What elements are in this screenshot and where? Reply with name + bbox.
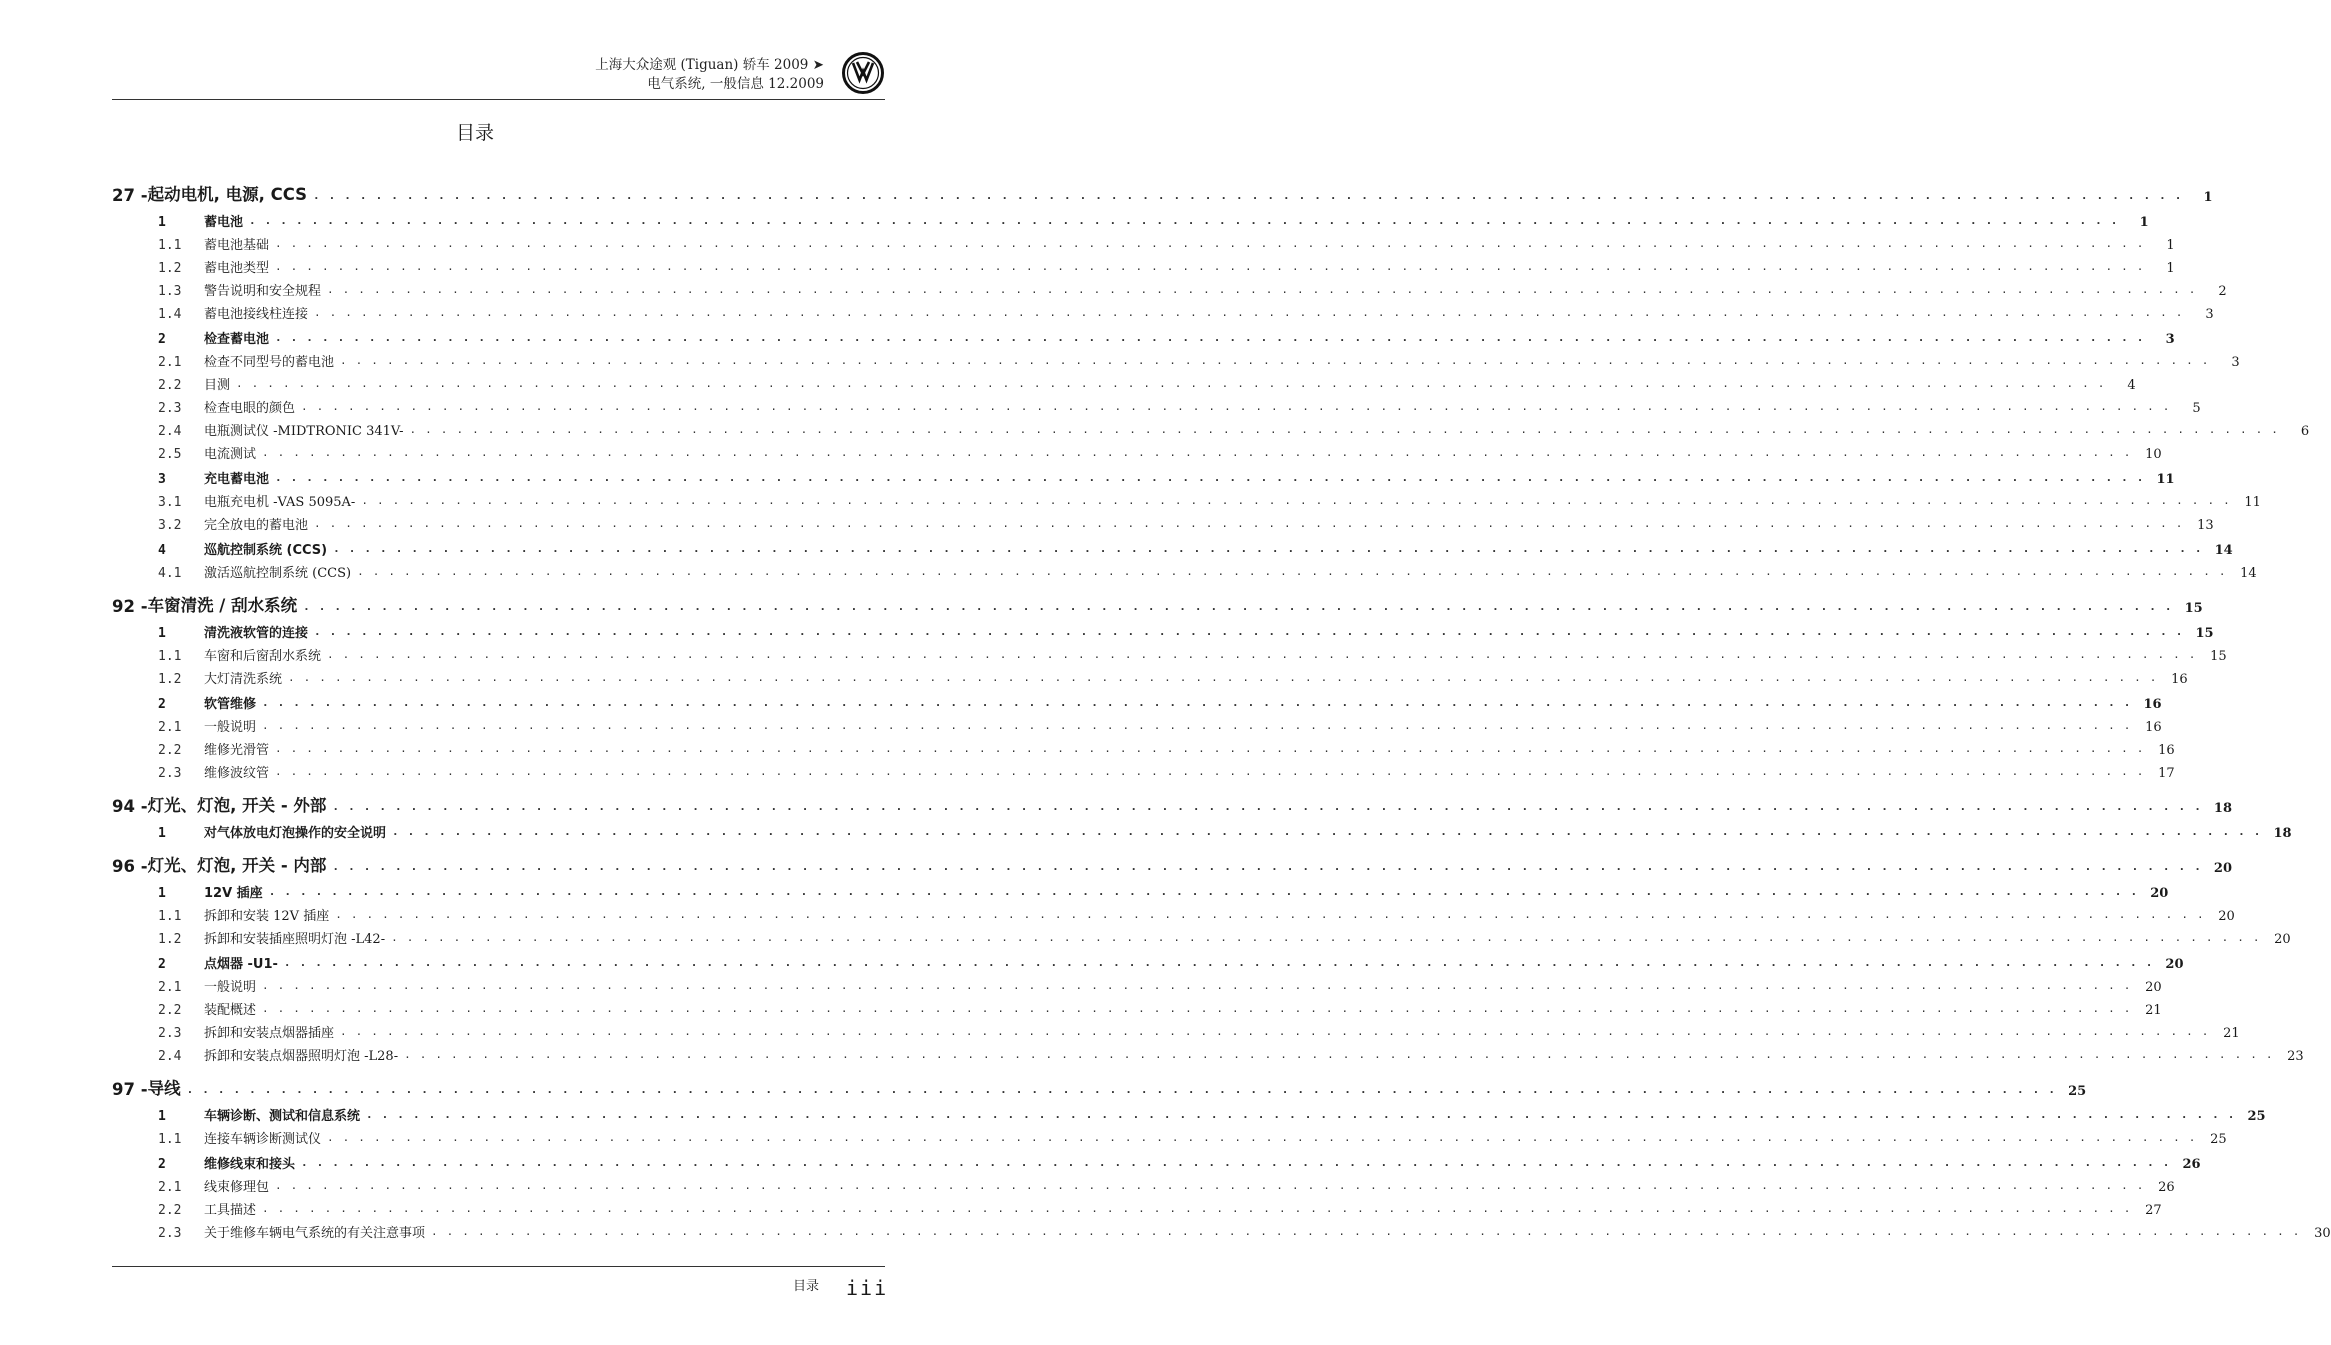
toc-entry-page: 1 (2166, 261, 2175, 276)
toc-entry-number: 92 - (112, 597, 148, 616)
toc-entry-title: 蓄电池 (204, 215, 244, 230)
toc-entry-title: 拆卸和安装 12V 插座 (204, 909, 330, 924)
toc-entry-number: 1 (158, 626, 166, 641)
toc-dot-leader: . . . . . . . . . . . . . . . . . . . . . . . . . . . . . . . . . . . . . . . . . . . . . . . . . . . . . . . . . . . . . . . . . . . . . . . . . . . . . . . . . . . . . . . . . . . . . . . . . . . . . . . . . . . . . . . . . . . . . . . . (314, 625, 2184, 638)
toc-dot-leader: . . . . . . . . . . . . . . . . . . . . . . . . . . . . . . . . . . . . . . . . . . . . . . . . . . . . . . . . . . . . . . . . . . . . . . . . . . . . . . . . . . . . . . . . . . . . . . . . . . . . . . . . . . . . . . . . . . . . . . . . (327, 648, 2197, 661)
toc-dot-leader: . . . . . . . . . . . . . . . . . . . . . . . . . . . . . . . . . . . . . . . . . . . . . . . . . . . . . . . . . . . . . . . . . . . . . . . . . . . . . . . . . . . . . . . . . . . . . . . . . . . . . . . . . . . . . . . . . . . . . . . . (332, 800, 2203, 813)
toc-entry-page: 26 (2158, 1180, 2175, 1195)
header-divider (112, 99, 885, 100)
toc-entry-page: 13 (2197, 518, 2214, 533)
toc-entry-number: 1.4 (158, 307, 182, 322)
toc-entry-number: 97 - (112, 1080, 148, 1099)
toc-subsection-entry[interactable] (112, 1018, 2240, 1041)
toc-dot-leader: . . . . . . . . . . . . . . . . . . . . . . . . . . . . . . . . . . . . . . . . . . . . . . . . . . . . . . . . . . . . . . . . . . . . . . . . . . . . . . . . . . . . . . . . . . . . . . . . . . . . . . . . . . . . . . . . . . . . . . . . (262, 446, 2132, 459)
toc-chapter-entry[interactable] (112, 583, 2203, 616)
toc-entry-number: 2.1 (158, 720, 182, 735)
toc-entry-number: 27 - (112, 186, 148, 205)
toc-entry-page: 23 (2287, 1049, 2304, 1064)
toc-dot-leader: . . . . . . . . . . . . . . . . . . . . . . . . . . . . . . . . . . . . . . . . . . . . . . . . . . . . . . . . . . . . . . . . . . . . . . . . . . . . . . . . . . . . . . . . . . . . . . . . . . . . . . . . . . . . . . . . . . . . . . . . (262, 1202, 2132, 1215)
toc-entry-number: 2.1 (158, 980, 182, 995)
toc-dot-leader: . . . . . . . . . . . . . . . . . . . . . . . . . . . . . . . . . . . . . . . . . . . . . . . . . . . . . . . . . . . . . . . . . . . . . . . . . . . . . . . . . . . . . . . . . . . . . . . . . . . . . . . . . . . . . . . . . . . . . . . . (431, 1225, 2301, 1238)
toc-entry-page: 1 (2166, 238, 2175, 253)
toc-entry-title: 车辆诊断、测试和信息系统 (204, 1109, 361, 1124)
toc-entry-title: 灯光、灯泡, 开关 - 外部 (147, 796, 327, 815)
toc-entry-page: 14 (2240, 566, 2257, 581)
toc-subsection-entry[interactable] (112, 641, 2227, 664)
toc-entry-title: 装配概述 (204, 1003, 257, 1018)
toc-entry-title: 维修波纹管 (204, 766, 270, 781)
toc-subsection-entry[interactable] (112, 347, 2240, 370)
toc-entry-page: 20 (2218, 909, 2235, 924)
toc-subsection-entry[interactable] (112, 510, 2214, 533)
toc-entry-number: 1.2 (158, 261, 182, 276)
toc-dot-leader: . . . . . . . . . . . . . . . . . . . . . . . . . . . . . . . . . . . . . . . . . . . . . . . . . . . . . . . . . . . . . . . . . . . . . . . . . . . . . . . . . . . . . . . . . . . . . . . . . . . . . . . . . . . . . . . . . . . . . . . . (357, 565, 2227, 578)
toc-dot-leader: . . . . . . . . . . . . . . . . . . . . . . . . . . . . . . . . . . . . . . . . . . . . . . . . . . . . . . . . . . . . . . . . . . . . . . . . . . . . . . . . . . . . . . . . . . . . . . . . . . . . . . . . . . . . . . . . . . . . . . . . (275, 237, 2145, 250)
toc-entry-title: 清洗液软管的连接 (204, 626, 309, 641)
toc-dot-leader: . . . . . . . . . . . . . . . . . . . . . . . . . . . . . . . . . . . . . . . . . . . . . . . . . . . . . . . . . . . . . . . . . . . . . . . . . . . . . . . . . . . . . . . . . . . . . . . . . . . . . . . . . . . . . . . . . . . . . . . . (262, 719, 2132, 732)
toc-entry-page: 18 (2273, 826, 2292, 841)
toc-dot-leader: . . . . . . . . . . . . . . . . . . . . . . . . . . . . . . . . . . . . . . . . . . . . . . . . . . . . . . . . . . . . . . . . . . . . . . . . . . . . . . . . . . . . . . . . . . . . . . . . . . . . . . . . . . . . . . . . . . . . . . . . (409, 423, 2280, 436)
toc-subsection-entry[interactable] (112, 758, 2175, 781)
toc-entry-page: 14 (2214, 543, 2233, 558)
toc-dot-leader: . . . . . . . . . . . . . . . . . . . . . . . . . . . . . . . . . . . . . . . . . . . . . . . . . . . . . . . . . . . . . . . . . . . . . . . . . . . . . . . . . . . . . . . . . . . . . . . . . . . . . . . . . . . . . . . . . . . . . . . . (327, 1131, 2197, 1144)
toc-entry-title: 一般说明 (204, 720, 257, 735)
toc-entry-title: 电瓶测试仪 -MIDTRONIC 341V- (204, 424, 404, 439)
header-manual-line: 电气系统, 一般信息 12.2009 (647, 76, 824, 92)
toc-dot-leader: . . . . . . . . . . . . . . . . . . . . . . . . . . . . . . . . . . . . . . . . . . . . . . . . . . . . . . . . . . . . . . . . . . . . . . . . . . . . . . . . . . . . . . . . . . . . . . . . . . . . . . . . . . . . . . . . . . . . . . . . (275, 742, 2145, 755)
toc-entry-title: 线束修理包 (204, 1180, 270, 1195)
toc-entry-number: 1.1 (158, 238, 182, 253)
toc-chapter-entry[interactable] (112, 172, 2213, 205)
toc-dot-leader: . . . . . . . . . . . . . . . . . . . . . . . . . . . . . . . . . . . . . . . . . . . . . . . . . . . . . . . . . . . . . . . . . . . . . . . . . . . . . . . . . . . . . . . . . . . . . . . . . . . . . . . . . . . . . . . . . . . . . . . . (361, 494, 2231, 507)
toc-dot-leader: . . . . . . . . . . . . . . . . . . . . . . . . . . . . . . . . . . . . . . . . . . . . . . . . . . . . . . . . . . . . . . . . . . . . . . . . . . . . . . . . . . . . . . . . . . . . . . . . . . . . . . . . . . . . . . . . . . . . . . . . (332, 860, 2203, 873)
toc-entry-title: 维修光滑管 (204, 743, 270, 758)
toc-subsection-entry[interactable] (112, 712, 2162, 735)
toc-dot-leader: . . . . . . . . . . . . . . . . . . . . . . . . . . . . . . . . . . . . . . . . . . . . . . . . . . . . . . . . . . . . . . . . . . . . . . . . . . . . . . . . . . . . . . . . . . . . . . . . . . . . . . . . . . . . . . . . . . . . . . . . (262, 1002, 2132, 1015)
toc-dot-leader: . . . . . . . . . . . . . . . . . . . . . . . . . . . . . . . . . . . . . . . . . . . . . . . . . . . . . . . . . . . . . . . . . . . . . . . . . . . . . . . . . . . . . . . . . . . . . . . . . . . . . . . . . . . . . . . . . . . . . . . . (275, 471, 2145, 484)
toc-entry-title: 车窗清洗 / 刮水系统 (147, 596, 298, 615)
toc-section-entry[interactable] (112, 535, 2233, 558)
toc-entry-number: 1.1 (158, 909, 182, 924)
toc-entry-title: 检查蓄电池 (204, 332, 270, 347)
toc-subsection-entry[interactable] (112, 276, 2227, 299)
toc-entry-title: 拆卸和安装插座照明灯泡 -L42- (204, 932, 386, 947)
toc-entry-number: 1.2 (158, 672, 182, 687)
footer-page-number: iii (846, 1276, 889, 1300)
toc-subsection-entry[interactable] (112, 972, 2162, 995)
toc-entry-page: 3 (2231, 355, 2240, 370)
toc-section-entry[interactable] (112, 464, 2175, 487)
toc-entry-number: 1 (158, 1109, 166, 1124)
toc-entry-title: 维修线束和接头 (204, 1157, 296, 1172)
toc-subsection-entry[interactable] (112, 299, 2214, 322)
toc-section-entry[interactable] (112, 878, 2169, 901)
toc-entry-page: 26 (2182, 1157, 2201, 1172)
toc-entry-page: 16 (2143, 697, 2162, 712)
toc-entry-page: 16 (2145, 720, 2162, 735)
toc-entry-number: 2.2 (158, 378, 182, 393)
toc-entry-page: 25 (2247, 1109, 2266, 1124)
toc-entry-number: 1 (158, 215, 166, 230)
toc-subsection-entry[interactable] (112, 901, 2235, 924)
toc-entry-title: 完全放电的蓄电池 (204, 518, 309, 533)
toc-entry-page: 27 (2145, 1203, 2162, 1218)
toc-entry-number: 3.2 (158, 518, 182, 533)
toc-dot-leader: . . . . . . . . . . . . . . . . . . . . . . . . . . . . . . . . . . . . . . . . . . . . . . . . . . . . . . . . . . . . . . . . . . . . . . . . . . . . . . . . . . . . . . . . . . . . . . . . . . . . . . . . . . . . . . . . . . . . . . . . (314, 517, 2184, 530)
toc-dot-leader: . . . . . . . . . . . . . . . . . . . . . . . . . . . . . . . . . . . . . . . . . . . . . . . . . . . . . . . . . . . . . . . . . . . . . . . . . . . . . . . . . . . . . . . . . . . . . . . . . . . . . . . . . . . . . . . . . . . . . . . . (275, 765, 2145, 778)
toc-subsection-entry[interactable] (112, 253, 2175, 276)
toc-entry-number: 2.4 (158, 424, 182, 439)
toc-entry-title: 起动电机, 电源, CCS (147, 185, 307, 204)
toc-dot-leader: . . . . . . . . . . . . . . . . . . . . . . . . . . . . . . . . . . . . . . . . . . . . . . . . . . . . . . . . . . . . . . . . . . . . . . . . . . . . . . . . . . . . . . . . . . . . . . . . . . . . . . . . . . . . . . . . . . . . . . . . (249, 214, 2119, 227)
toc-entry-page: 20 (2165, 957, 2184, 972)
toc-entry-page: 11 (2244, 495, 2261, 510)
toc-entry-page: 16 (2158, 743, 2175, 758)
toc-entry-number: 2.5 (158, 447, 182, 462)
toc-entry-page: 25 (2068, 1084, 2087, 1099)
toc-entry-title: 工具描述 (204, 1203, 257, 1218)
toc-entry-title: 目测 (204, 378, 231, 393)
footer-section-label: 目录 (793, 1279, 820, 1294)
toc-entry-number: 2.3 (158, 1226, 182, 1241)
toc-dot-leader: . . . . . . . . . . . . . . . . . . . . . . . . . . . . . . . . . . . . . . . . . . . . . . . . . . . . . . . . . . . . . . . . . . . . . . . . . . . . . . . . . . . . . . . . . . . . . . . . . . . . . . . . . . . . . . . . . . . . . . . . (275, 331, 2145, 344)
toc-dot-leader: . . . . . . . . . . . . . . . . . . . . . . . . . . . . . . . . . . . . . . . . . . . . . . . . . . . . . . . . . . . . . . . . . . . . . . . . . . . . . . . . . . . . . . . . . . . . . . . . . . . . . . . . . . . . . . . . . . . . . . . . (314, 306, 2184, 319)
toc-entry-number: 2 (158, 697, 166, 712)
toc-dot-leader: . . . . . . . . . . . . . . . . . . . . . . . . . . . . . . . . . . . . . . . . . . . . . . . . . . . . . . . . . . . . . . . . . . . . . . . . . . . . . . . . . . . . . . . . . . . . . . . . . . . . . . . . . . . . . . . . . . . . . . . . (391, 931, 2261, 944)
toc-entry-page: 15 (2195, 626, 2214, 641)
toc-entry-number: 1 (158, 826, 166, 841)
toc-entry-page: 30 (2314, 1226, 2331, 1241)
toc-entry-page: 3 (2205, 307, 2214, 322)
toc-entry-number: 94 - (112, 797, 148, 816)
toc-entry-title: 导线 (147, 1079, 181, 1098)
toc-entry-number: 4 (158, 543, 166, 558)
toc-chapter-entry[interactable] (112, 1066, 2087, 1099)
toc-section-entry[interactable] (112, 618, 2214, 641)
toc-dot-leader: . . . . . . . . . . . . . . . . . . . . . . . . . . . . . . . . . . . . . . . . . . . . . . . . . . . . . . . . . . . . . . . . . . . . . . . . . . . . . . . . . . . . . . . . . . . . . . . . . . . . . . . . . . . . . . . . . . . . . . . . (275, 1179, 2145, 1192)
toc-chapter-entry[interactable] (112, 783, 2233, 816)
toc-entry-title: 检查不同型号的蓄电池 (204, 355, 335, 370)
toc-entry-page: 15 (2184, 601, 2203, 616)
toc-entry-number: 3.1 (158, 495, 182, 510)
toc-subsection-entry[interactable] (112, 924, 2291, 947)
toc-entry-title: 电流测试 (204, 447, 257, 462)
toc-subsection-entry[interactable] (112, 664, 2188, 687)
toc-entry-number: 2.1 (158, 355, 182, 370)
toc-entry-number: 1.2 (158, 932, 182, 947)
toc-entry-title: 灯光、灯泡, 开关 - 内部 (147, 856, 327, 875)
toc-dot-leader: . . . . . . . . . . . . . . . . . . . . . . . . . . . . . . . . . . . . . . . . . . . . . . . . . . . . . . . . . . . . . . . . . . . . . . . . . . . . . . . . . . . . . . . . . . . . . . . . . . . . . . . . . . . . . . . . . . . . . . . . (275, 260, 2145, 273)
table-of-contents (112, 170, 2331, 1241)
toc-subsection-entry[interactable] (112, 416, 2310, 439)
toc-entry-title: 12V 插座 (204, 886, 263, 901)
toc-entry-number: 2.2 (158, 1203, 182, 1218)
toc-entry-title: 软管维修 (204, 697, 257, 712)
toc-dot-leader: . . . . . . . . . . . . . . . . . . . . . . . . . . . . . . . . . . . . . . . . . . . . . . . . . . . . . . . . . . . . . . . . . . . . . . . . . . . . . . . . . . . . . . . . . . . . . . . . . . . . . . . . . . . . . . . . . . . . . . . . (301, 400, 2171, 413)
toc-dot-leader: . . . . . . . . . . . . . . . . . . . . . . . . . . . . . . . . . . . . . . . . . . . . . . . . . . . . . . . . . . . . . . . . . . . . . . . . . . . . . . . . . . . . . . . . . . . . . . . . . . . . . . . . . . . . . . . . . . . . . . . . (288, 671, 2158, 684)
toc-subsection-entry[interactable] (112, 1124, 2227, 1147)
toc-entry-page: 20 (2274, 932, 2291, 947)
toc-section-entry[interactable] (112, 207, 2149, 230)
toc-dot-leader: . . . . . . . . . . . . . . . . . . . . . . . . . . . . . . . . . . . . . . . . . . . . . . . . . . . . . . . . . . . . . . . . . . . . . . . . . . . . . . . . . . . . . . . . . . . . . . . . . . . . . . . . . . . . . . . . . . . . . . . . (301, 1156, 2171, 1169)
toc-entry-number: 2.3 (158, 766, 182, 781)
toc-subsection-entry[interactable] (112, 558, 2257, 581)
toc-entry-number: 3 (158, 472, 166, 487)
toc-dot-leader: . . . . . . . . . . . . . . . . . . . . . . . . . . . . . . . . . . . . . . . . . . . . . . . . . . . . . . . . . . . . . . . . . . . . . . . . . . . . . . . . . . . . . . . . . . . . . . . . . . . . . . . . . . . . . . . . . . . . . . . . (262, 696, 2132, 709)
toc-chapter-entry[interactable] (112, 843, 2233, 876)
toc-entry-page: 20 (2213, 861, 2233, 876)
toc-subsection-entry[interactable] (112, 370, 2136, 393)
toc-dot-leader: . . . . . . . . . . . . . . . . . . . . . . . . . . . . . . . . . . . . . . . . . . . . . . . . . . . . . . . . . . . . . . . . . . . . . . . . . . . . . . . . . . . . . . . . . . . . . . . . . . . . . . . . . . . . . . . . . . . . . . . . (392, 825, 2262, 838)
toc-entry-page: 25 (2210, 1132, 2227, 1147)
toc-entry-number: 2 (158, 332, 166, 347)
toc-entry-number: 1.1 (158, 649, 182, 664)
toc-section-entry[interactable] (112, 949, 2184, 972)
toc-entry-title: 点烟器 -U1- (204, 957, 278, 972)
toc-dot-leader: . . . . . . . . . . . . . . . . . . . . . . . . . . . . . . . . . . . . . . . . . . . . . . . . . . . . . . . . . . . . . . . . . . . . . . . . . . . . . . . . . . . . . . . . . . . . . . . . . . . . . . . . . . . . . . . . . . . . . . . . (327, 283, 2197, 296)
toc-entry-page: 3 (2165, 332, 2175, 347)
toc-dot-leader: . . . . . . . . . . . . . . . . . . . . . . . . . . . . . . . . . . . . . . . . . . . . . . . . . . . . . . . . . . . . . . . . . . . . . . . . . . . . . . . . . . . . . . . . . . . . . . . . . . . . . . . . . . . . . . . . . . . . . . . . (303, 600, 2173, 613)
toc-dot-leader: . . . . . . . . . . . . . . . . . . . . . . . . . . . . . . . . . . . . . . . . . . . . . . . . . . . . . . . . . . . . . . . . . . . . . . . . . . . . . . . . . . . . . . . . . . . . . . . . . . . . . . . . . . . . . . . . . . . . . . . . (340, 354, 2210, 367)
toc-entry-number: 2 (158, 957, 166, 972)
footer-divider (112, 1266, 885, 1267)
toc-entry-page: 6 (2300, 424, 2310, 439)
toc-subsection-entry[interactable] (112, 1172, 2175, 1195)
toc-section-entry[interactable] (112, 689, 2162, 712)
toc-section-entry[interactable] (112, 1101, 2266, 1124)
toc-entry-title: 拆卸和安装点烟器插座 (204, 1026, 335, 1041)
toc-section-entry[interactable] (112, 818, 2292, 841)
toc-entry-page: 1 (2203, 190, 2213, 205)
toc-entry-number: 1.3 (158, 284, 182, 299)
toc-entry-title: 检查电眼的颜色 (204, 401, 296, 416)
toc-entry-number: 1.1 (158, 1132, 182, 1147)
toc-dot-leader: . . . . . . . . . . . . . . . . . . . . . . . . . . . . . . . . . . . . . . . . . . . . . . . . . . . . . . . . . . . . . . . . . . . . . . . . . . . . . . . . . . . . . . . . . . . . . . . . . . . . . . . . . . . . . . . . . . . . . . . . (268, 885, 2139, 898)
toc-entry-title: 大灯清洗系统 (204, 672, 283, 687)
toc-entry-number: 1 (158, 886, 166, 901)
toc-section-entry[interactable] (112, 1149, 2201, 1172)
toc-subsection-entry[interactable] (112, 439, 2162, 462)
toc-entry-page: 21 (2145, 1003, 2162, 1018)
toc-entry-title: 蓄电池基础 (204, 238, 270, 253)
toc-subsection-entry[interactable] (112, 1218, 2331, 1241)
toc-dot-leader: . . . . . . . . . . . . . . . . . . . . . . . . . . . . . . . . . . . . . . . . . . . . . . . . . . . . . . . . . . . . . . . . . . . . . . . . . . . . . . . . . . . . . . . . . . . . . . . . . . . . . . . . . . . . . . . . . . . . . . . . (404, 1048, 2274, 1061)
toc-entry-page: 21 (2223, 1026, 2240, 1041)
toc-subsection-entry[interactable] (112, 393, 2201, 416)
toc-entry-page: 11 (2156, 472, 2175, 487)
toc-entry-title: 拆卸和安装点烟器照明灯泡 -L28- (204, 1049, 399, 1064)
toc-entry-number: 2.3 (158, 1026, 182, 1041)
toc-dot-leader: . . . . . . . . . . . . . . . . . . . . . . . . . . . . . . . . . . . . . . . . . . . . . . . . . . . . . . . . . . . . . . . . . . . . . . . . . . . . . . . . . . . . . . . . . . . . . . . . . . . . . . . . . . . . . . . . . . . . . . . . (262, 979, 2132, 992)
toc-entry-number: 2.2 (158, 1003, 182, 1018)
toc-subsection-entry[interactable] (112, 487, 2261, 510)
header-vehicle-line: 上海大众途观 (Tiguan) 轿车 2009 ➤ (595, 57, 824, 73)
toc-entry-title: 对气体放电灯泡操作的安全说明 (204, 826, 387, 841)
toc-entry-title: 警告说明和安全规程 (204, 284, 322, 299)
toc-dot-leader: . . . . . . . . . . . . . . . . . . . . . . . . . . . . . . . . . . . . . . . . . . . . . . . . . . . . . . . . . . . . . . . . . . . . . . . . . . . . . . . . . . . . . . . . . . . . . . . . . . . . . . . . . . . . . . . . . . . . . . . . (335, 908, 2205, 921)
toc-dot-leader: . . . . . . . . . . . . . . . . . . . . . . . . . . . . . . . . . . . . . . . . . . . . . . . . . . . . . . . . . . . . . . . . . . . . . . . . . . . . . . . . . . . . . . . . . . . . . . . . . . . . . . . . . . . . . . . . . . . . . . . . (236, 377, 2106, 390)
vw-logo-icon (842, 52, 884, 94)
toc-entry-page: 2 (2218, 284, 2227, 299)
toc-entry-page: 20 (2145, 980, 2162, 995)
toc-entry-number: 2.4 (158, 1049, 182, 1064)
toc-entry-page: 20 (2150, 886, 2169, 901)
page-header (595, 56, 824, 94)
toc-entry-title: 电瓶充电机 -VAS 5095A- (204, 495, 356, 510)
toc-entry-title: 车窗和后窗刮水系统 (204, 649, 322, 664)
toc-entry-number: 96 - (112, 857, 148, 876)
page-title: 目录 (455, 122, 494, 144)
toc-entry-number: 2 (158, 1157, 166, 1172)
toc-section-entry[interactable] (112, 324, 2175, 347)
toc-entry-title: 蓄电池类型 (204, 261, 270, 276)
toc-entry-title: 一般说明 (204, 980, 257, 995)
toc-entry-page: 5 (2192, 401, 2201, 416)
toc-entry-page: 4 (2127, 378, 2136, 393)
toc-entry-title: 蓄电池接线柱连接 (204, 307, 309, 322)
toc-entry-number: 2.2 (158, 743, 182, 758)
toc-dot-leader: . . . . . . . . . . . . . . . . . . . . . . . . . . . . . . . . . . . . . . . . . . . . . . . . . . . . . . . . . . . . . . . . . . . . . . . . . . . . . . . . . . . . . . . . . . . . . . . . . . . . . . . . . . . . . . . . . . . . . . . . (313, 189, 2183, 202)
toc-entry-number: 4.1 (158, 566, 182, 581)
toc-entry-title: 充电蓄电池 (204, 472, 270, 487)
toc-entry-number: 2.3 (158, 401, 182, 416)
toc-dot-leader: . . . . . . . . . . . . . . . . . . . . . . . . . . . . . . . . . . . . . . . . . . . . . . . . . . . . . . . . . . . . . . . . . . . . . . . . . . . . . . . . . . . . . . . . . . . . . . . . . . . . . . . . . . . . . . . . . . . . . . . . (283, 956, 2154, 969)
toc-entry-page: 17 (2158, 766, 2175, 781)
toc-entry-page: 10 (2145, 447, 2162, 462)
toc-entry-title: 关于维修车辆电气系统的有关注意事项 (204, 1226, 426, 1241)
toc-entry-title: 巡航控制系统 (CCS) (204, 543, 328, 558)
toc-subsection-entry[interactable] (112, 735, 2175, 758)
toc-entry-page: 18 (2213, 801, 2233, 816)
toc-entry-title: 激活巡航控制系统 (CCS) (204, 566, 352, 581)
toc-entry-page: 1 (2139, 215, 2149, 230)
toc-entry-page: 16 (2171, 672, 2188, 687)
toc-subsection-entry[interactable] (112, 1195, 2162, 1218)
toc-subsection-entry[interactable] (112, 995, 2162, 1018)
toc-entry-page: 15 (2210, 649, 2227, 664)
toc-subsection-entry[interactable] (112, 230, 2175, 253)
toc-entry-number: 2.1 (158, 1180, 182, 1195)
toc-dot-leader: . . . . . . . . . . . . . . . . . . . . . . . . . . . . . . . . . . . . . . . . . . . . . . . . . . . . . . . . . . . . . . . . . . . . . . . . . . . . . . . . . . . . . . . . . . . . . . . . . . . . . . . . . . . . . . . . . . . . . . . . (366, 1108, 2236, 1121)
toc-dot-leader: . . . . . . . . . . . . . . . . . . . . . . . . . . . . . . . . . . . . . . . . . . . . . . . . . . . . . . . . . . . . . . . . . . . . . . . . . . . . . . . . . . . . . . . . . . . . . . . . . . . . . . . . . . . . . . . . . . . . . . . . (186, 1083, 2057, 1096)
toc-entry-title: 连接车辆诊断测试仪 (204, 1132, 322, 1147)
toc-subsection-entry[interactable] (112, 1041, 2304, 1064)
toc-dot-leader: . . . . . . . . . . . . . . . . . . . . . . . . . . . . . . . . . . . . . . . . . . . . . . . . . . . . . . . . . . . . . . . . . . . . . . . . . . . . . . . . . . . . . . . . . . . . . . . . . . . . . . . . . . . . . . . . . . . . . . . . (340, 1025, 2210, 1038)
toc-dot-leader: . . . . . . . . . . . . . . . . . . . . . . . . . . . . . . . . . . . . . . . . . . . . . . . . . . . . . . . . . . . . . . . . . . . . . . . . . . . . . . . . . . . . . . . . . . . . . . . . . . . . . . . . . . . . . . . . . . . . . . . . (333, 542, 2203, 555)
